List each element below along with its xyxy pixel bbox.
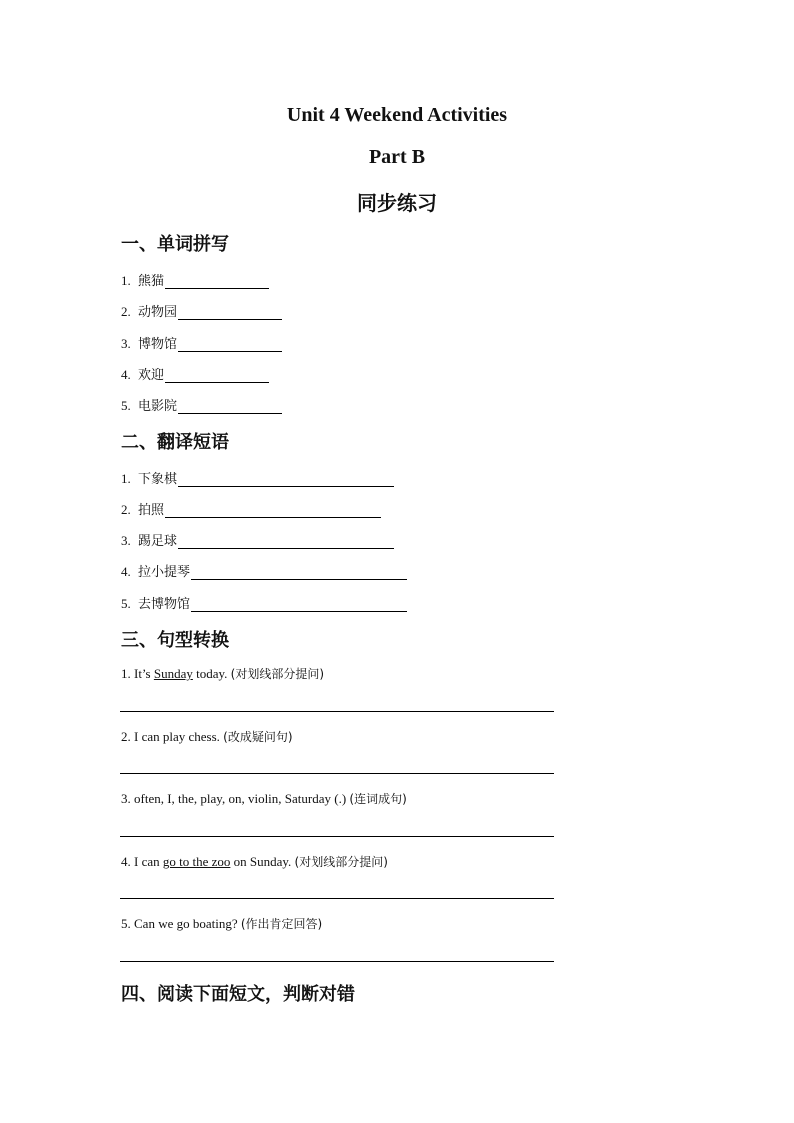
item-text: 动物园 bbox=[138, 305, 178, 320]
item-text: 去博物馆 bbox=[138, 597, 191, 612]
sentence-text: 1. It’s bbox=[121, 666, 154, 681]
item-number: 2. bbox=[121, 304, 131, 319]
list-item bbox=[121, 593, 407, 612]
instruction-note: (改成疑问句) bbox=[223, 730, 293, 744]
item-text: 踢足球 bbox=[138, 534, 178, 549]
question-sentence bbox=[121, 728, 293, 745]
list-item bbox=[121, 530, 394, 549]
list-item bbox=[121, 270, 269, 289]
question-sentence bbox=[121, 790, 407, 807]
item-number: 1. bbox=[121, 471, 131, 486]
sentence-text: 3. often, I, the, play, on, violin, Saturday (.) bbox=[121, 791, 350, 806]
list-item bbox=[121, 364, 269, 383]
item-number: 1. bbox=[121, 273, 131, 288]
section4-heading: 四、阅读下面短文，判断对错 bbox=[121, 984, 355, 1005]
sentence-text: today. bbox=[192, 666, 231, 681]
item-text: 拍照 bbox=[138, 503, 165, 518]
question-sentence bbox=[121, 665, 324, 682]
answer-blank[interactable] bbox=[191, 565, 407, 580]
instruction-note: (对划线部分提问) bbox=[230, 667, 325, 681]
sentence-text: on Sunday. bbox=[230, 854, 295, 869]
instruction-note: (对划线部分提问) bbox=[294, 855, 388, 869]
answer-line[interactable] bbox=[120, 711, 554, 712]
item-text: 电影院 bbox=[138, 399, 178, 414]
underlined-text: go to the zoo bbox=[162, 854, 231, 869]
question-sentence bbox=[121, 853, 388, 870]
item-number: 5. bbox=[121, 398, 131, 413]
item-number: 3. bbox=[121, 533, 131, 548]
item-text: 博物馆 bbox=[138, 337, 178, 352]
answer-blank[interactable] bbox=[178, 472, 394, 487]
unit-title: Unit 4 Weekend Activities bbox=[286, 104, 508, 126]
list-item bbox=[121, 468, 394, 487]
sentence-text: 2. I can play chess. bbox=[121, 729, 224, 744]
subtitle: 同步练习 bbox=[357, 191, 437, 215]
answer-blank[interactable] bbox=[178, 534, 394, 549]
answer-line[interactable] bbox=[120, 898, 554, 899]
item-text: 熊猫 bbox=[138, 274, 165, 289]
section1-heading: 一、单词拼写 bbox=[121, 234, 229, 255]
item-text: 下象棋 bbox=[138, 472, 178, 487]
item-number: 3. bbox=[121, 336, 131, 351]
item-number: 2. bbox=[121, 502, 131, 517]
answer-blank[interactable] bbox=[178, 399, 282, 414]
answer-blank[interactable] bbox=[165, 274, 269, 289]
answer-blank[interactable] bbox=[165, 503, 381, 518]
list-item bbox=[121, 301, 282, 320]
answer-blank[interactable] bbox=[178, 305, 282, 320]
answer-blank[interactable] bbox=[178, 337, 282, 352]
part-title: Part B bbox=[368, 146, 426, 168]
item-number: 5. bbox=[121, 596, 131, 611]
list-item bbox=[121, 333, 282, 352]
answer-blank[interactable] bbox=[165, 368, 269, 383]
answer-line[interactable] bbox=[120, 961, 554, 962]
sentence-text: 4. I can bbox=[121, 854, 163, 869]
instruction-note: (作出肯定回答) bbox=[240, 917, 323, 931]
item-text: 拉小提琴 bbox=[138, 565, 191, 580]
sentence-text: 5. Can we go boating? bbox=[121, 916, 241, 931]
underlined-text: Sunday bbox=[153, 666, 193, 681]
question-sentence bbox=[121, 915, 322, 932]
section2-heading: 二、翻译短语 bbox=[121, 432, 229, 453]
list-item bbox=[121, 395, 282, 414]
section3-heading: 三、句型转换 bbox=[121, 630, 229, 651]
answer-blank[interactable] bbox=[191, 597, 407, 612]
item-text: 欢迎 bbox=[138, 368, 165, 383]
list-item bbox=[121, 499, 381, 518]
instruction-note: (连词成句) bbox=[349, 792, 407, 806]
item-number: 4. bbox=[121, 564, 131, 579]
item-number: 4. bbox=[121, 367, 131, 382]
answer-line[interactable] bbox=[120, 836, 554, 837]
answer-line[interactable] bbox=[120, 773, 554, 774]
list-item bbox=[121, 561, 407, 580]
